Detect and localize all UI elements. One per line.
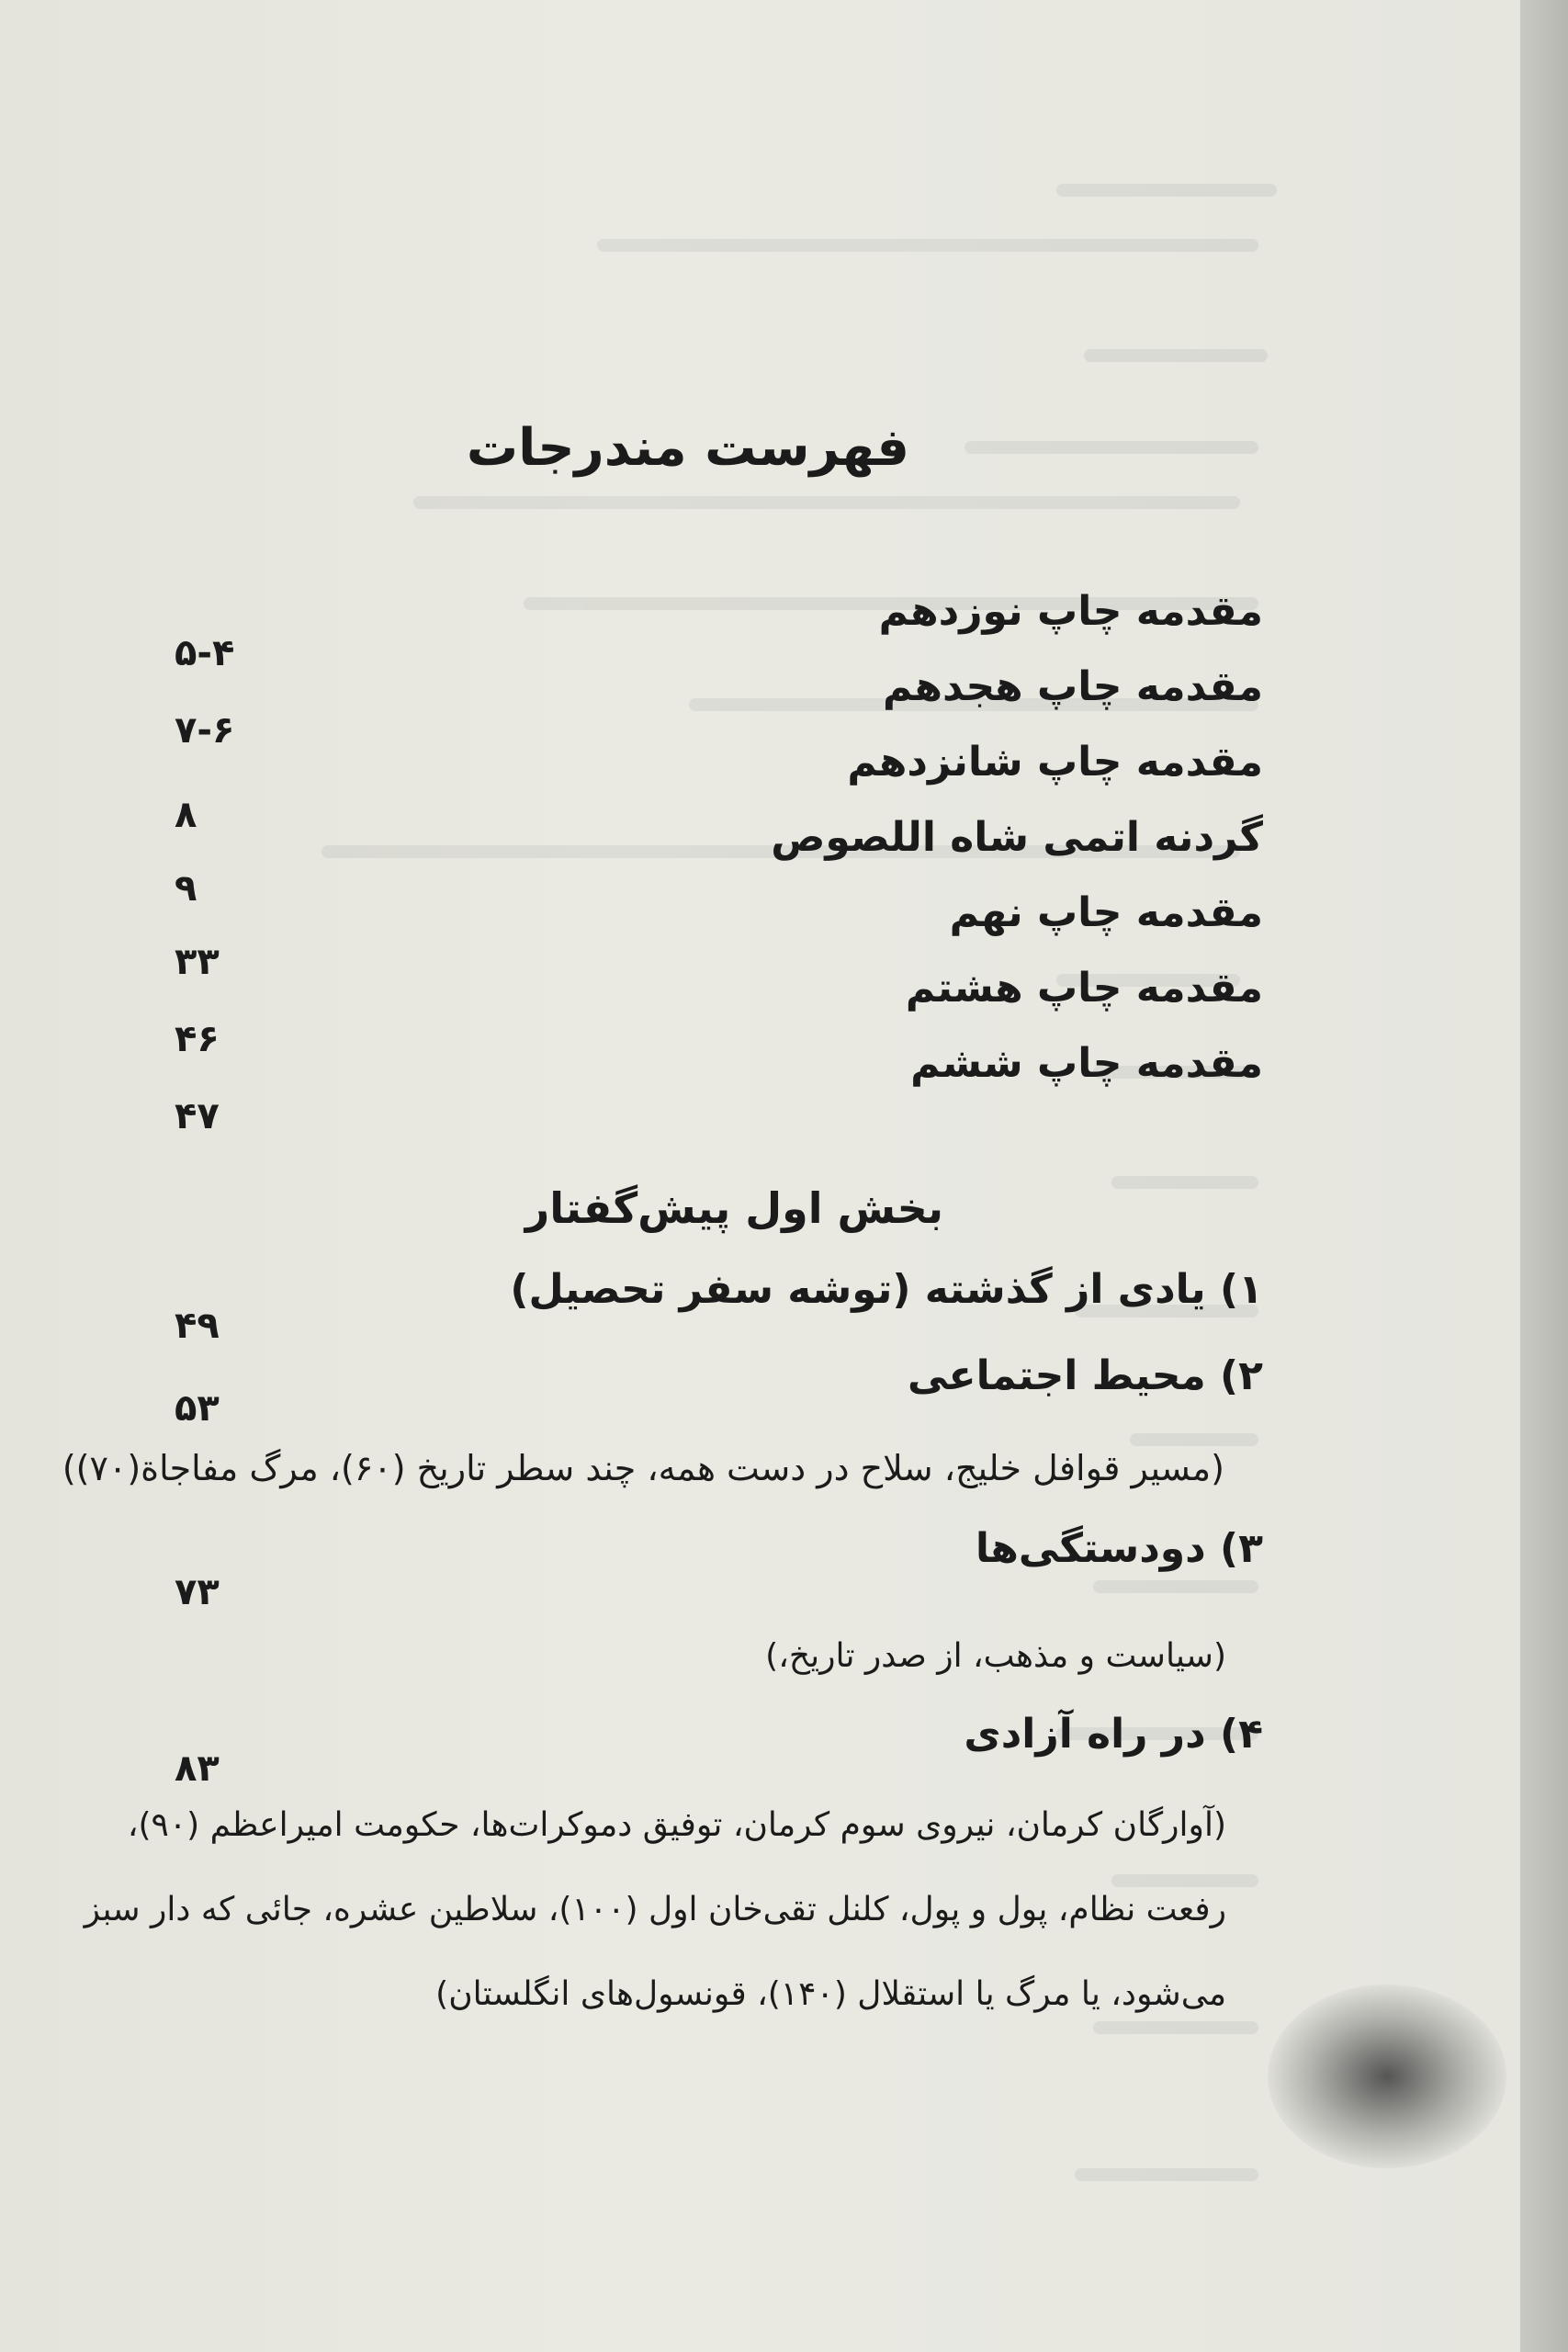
section-heading: بخش اول پیش‌گفتار — [525, 1183, 943, 1233]
chapter-description-line: (آوارگان کرمان، نیروی سوم کرمان، توفیق دموکرات‌ها، حکومت امیراعظم (۹۰)، — [127, 1806, 1226, 1844]
toc-entry: مقدمه چاپ ششم — [910, 1040, 1263, 1087]
toc-entry: مقدمه چاپ نوزدهم — [878, 588, 1263, 635]
toc-entry: گردنه اتمی شاه اللصوص — [771, 814, 1263, 861]
chapter-entry: ۴) در راه آزادی — [964, 1711, 1263, 1758]
chapter-entry: ۲) محیط اجتماعی — [908, 1352, 1263, 1399]
chapter-page-number: ۷۳ — [175, 1571, 220, 1613]
toc-page-number: ۴۷ — [175, 1095, 220, 1137]
chapter-description-line: می‌شود، یا مرگ یا استقلال (۱۴۰)، قونسول‌های انگلستان) — [435, 1975, 1226, 2013]
toc-entry: مقدمه چاپ نهم — [949, 889, 1263, 936]
toc-page-number: ۵-۴ — [175, 632, 235, 674]
chapter-page-number: ۵۳ — [175, 1387, 220, 1430]
finger-shadow — [1268, 1984, 1506, 2168]
toc-page-number: ۷-۶ — [175, 709, 235, 752]
toc-entry: مقدمه چاپ شانزدهم — [847, 739, 1263, 786]
toc-page-number: ۳۳ — [175, 941, 220, 983]
toc-entry: مقدمه چاپ هشتم — [905, 965, 1263, 1012]
toc-page-number: ۴۶ — [175, 1018, 220, 1060]
toc-page-number: ۹ — [175, 867, 197, 910]
chapter-description: (مسیر قوافل خلیج، سلاح در دست همه، چند سطر تاریخ (۶۰)، مرگ مفاجاة(۷۰)) — [62, 1448, 1224, 1488]
book-edge — [1520, 0, 1568, 2352]
chapter-description-line: رفعت نظام، پول و پول، کلنل تقی‌خان اول (۱۰۰)، سلاطین عشره، جائی که دار سبز — [84, 1891, 1226, 1928]
chapter-page-number: ۸۳ — [175, 1747, 220, 1790]
chapter-page-number: ۴۹ — [175, 1305, 220, 1347]
toc-entry: مقدمه چاپ هجدهم — [883, 663, 1263, 710]
page-title: فهرست مندرجات — [466, 418, 909, 478]
chapter-entry: ۳) دودستگی‌ها — [975, 1525, 1263, 1572]
chapter-description: (سیاست و مذهب، از صدر تاریخ،) — [765, 1637, 1226, 1675]
toc-page-number: ۸ — [175, 794, 197, 836]
chapter-entry: ۱) یادی از گذشته (توشه سفر تحصیل) — [510, 1266, 1263, 1313]
